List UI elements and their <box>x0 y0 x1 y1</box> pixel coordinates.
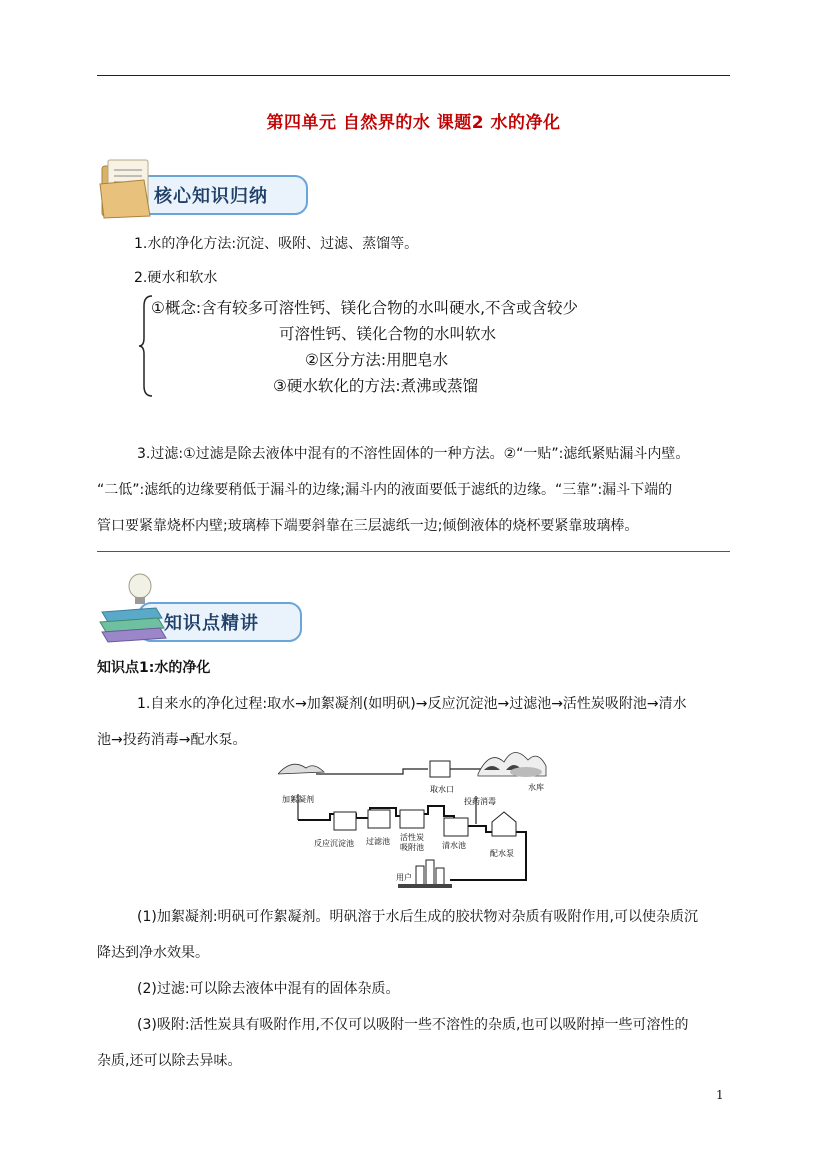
document-title: 第四单元 自然界的水 课题2 水的净化 <box>266 113 561 133</box>
label-reservoir: 水库 <box>528 783 544 792</box>
label-carbon-1: 活性炭 <box>400 833 424 842</box>
label-sediment: 反应沉淀池 <box>314 839 354 848</box>
coagulant-hill <box>278 764 324 774</box>
filtration-line-3: 管口要紧靠烧杯内壁;玻璃棒下端要斜靠在三层滤纸一边;倾倒液体的烧杯要紧靠玻璃棒。 <box>97 518 639 534</box>
label-coagulant: 加絮凝剂 <box>282 795 314 804</box>
label-user: 用户 <box>396 873 412 882</box>
header-rule <box>97 75 730 76</box>
note-coagulant-line-1: (1)加絮凝剂:明矾可作絮凝剂。明矾溶于水后生成的胶状物对杂质有吸附作用,可以使杂质沉 <box>137 909 698 925</box>
banner-core-knowledge-label: 核心知识归纳 <box>154 186 268 207</box>
process-line-2: 池→投药消毒→配水泵。 <box>97 732 247 748</box>
knowledge-point-heading: 知识点1:水的净化 <box>97 660 211 676</box>
note-adsorption-line-1: (3)吸附:活性炭具有吸附作用,不仅可以吸附一些不溶性的杂质,也可以吸附掉一些可溶性的 <box>137 1017 689 1033</box>
summary-item-1: 1.水的净化方法:沉淀、吸附、过滤、蒸馏等。 <box>134 236 419 252</box>
note-adsorption-line-2: 杂质,还可以除去异味。 <box>97 1053 242 1069</box>
water-purification-diagram <box>278 744 548 896</box>
hardwater-concept-line-2: 可溶性钙、镁化合物的水叫软水 <box>279 325 497 343</box>
hardwater-distinguish-method: ②区分方法:用肥皂水 <box>305 351 449 369</box>
filtration-line-2: “二低”:滤纸的边缘要稍低于漏斗的边缘;漏斗内的液面要低于滤纸的边缘。“三靠”:漏斗下端的 <box>97 482 673 498</box>
hardwater-concept-line-1: ①概念:含有较多可溶性钙、镁化合物的水叫硬水,不含或含较少 <box>151 299 579 317</box>
label-clear: 清水池 <box>442 841 466 850</box>
process-line-1: 1.自来水的净化过程:取水→加絮凝剂(如明矾)→反应沉淀池→过滤池→活性炭吸附池→清水 <box>137 696 687 712</box>
banner-knowledge-points-label: 知识点精讲 <box>164 613 259 634</box>
note-filtration: (2)过滤:可以除去液体中混有的固体杂质。 <box>137 981 400 997</box>
notes-paragraphs <box>97 899 730 1079</box>
label-intake: 取水口 <box>430 785 454 794</box>
banner-core-knowledge <box>96 154 316 224</box>
filtration-paragraph <box>97 436 730 544</box>
hardwater-softening-method: ③硬水软化的方法:煮沸或蒸馏 <box>273 377 479 395</box>
banner-knowledge-points <box>96 568 306 646</box>
filtration-line-1: 3.过滤:①过滤是除去液体中混有的不溶性固体的一种方法。②“一贴”:滤纸紧贴漏斗内壁。 <box>137 446 690 462</box>
note-coagulant-line-2: 降达到净水效果。 <box>97 945 209 961</box>
section-divider <box>97 551 730 552</box>
summary-item-2: 2.硬水和软水 <box>134 270 218 286</box>
label-filter: 过滤池 <box>366 837 390 846</box>
page-number: 1 <box>716 1088 724 1102</box>
books-lightbulb-icon <box>96 568 170 646</box>
label-pump: 配水泵 <box>490 849 514 858</box>
label-carbon-2: 吸附池 <box>400 843 424 852</box>
label-disinfect: 投药消毒 <box>464 797 496 806</box>
